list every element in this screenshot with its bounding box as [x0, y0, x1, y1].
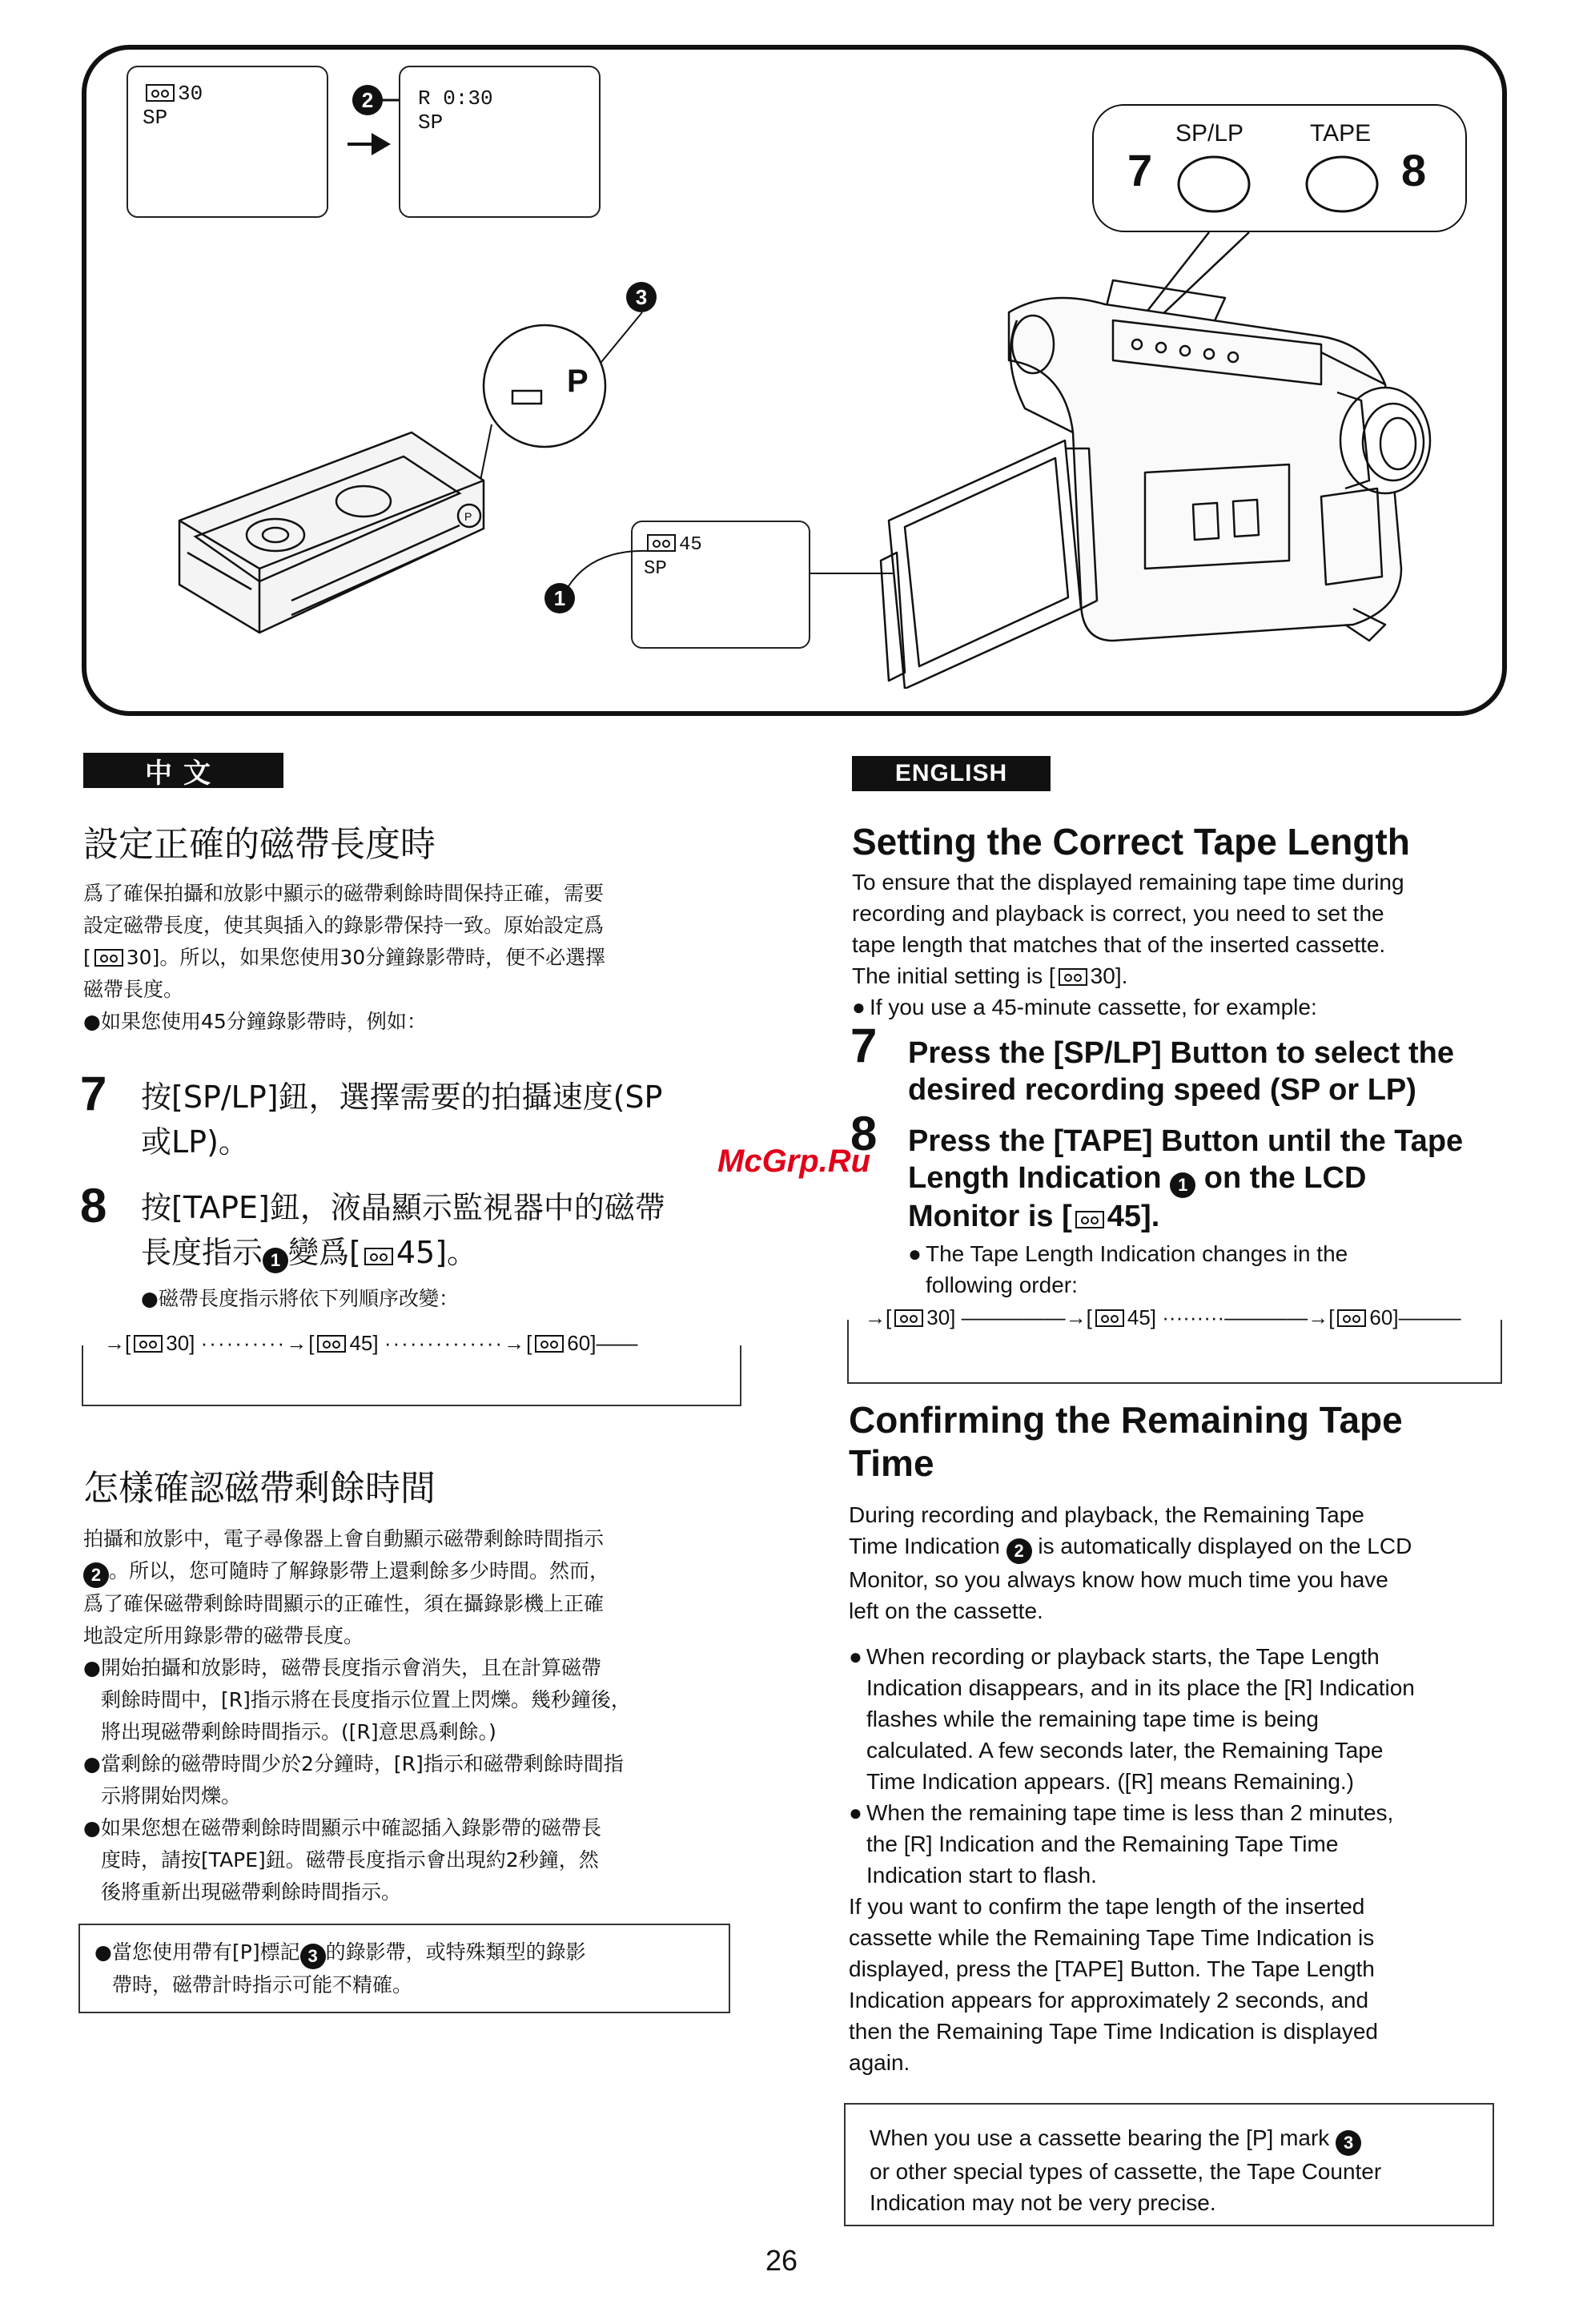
zh-tape-length-sequence: →[ 30] ··········→[ 45] ··············→[ 60]—— [82, 1345, 741, 1406]
callout-2-ref: 2 [83, 1562, 109, 1588]
zh-section2-title: 怎樣確認磁帶剩餘時間 [83, 1468, 436, 1509]
lcd-speed: SP [418, 111, 444, 135]
tape-icon [1075, 1211, 1104, 1228]
svg-text:P: P [464, 510, 472, 523]
lcd-display-45 [631, 521, 810, 649]
chinese-language-tab: 中文 [83, 753, 283, 788]
en-step-8-text: Press the [TAPE] Button until the Tape Length Indication 1 on the LCD Monitor is [ 45]. [908, 1124, 1464, 1233]
lcd-display-initial [127, 66, 328, 218]
zh-note-box: ● 當您使用帶有[P]標記 3 的錄影帶，或特殊類型的錄影 帶時，磁帶計時指示可能不精確。 [78, 1924, 730, 2013]
tape-icon [1059, 968, 1087, 986]
callout-1-ref: 1 [1170, 1172, 1195, 1198]
callout-2-ref: 2 [1006, 1538, 1032, 1564]
tape-icon [364, 1248, 393, 1265]
tape-icon [146, 84, 175, 102]
step-8-marker: 8 [1401, 145, 1427, 195]
zh-section1-title: 設定正確的磁帶長度時 [83, 824, 436, 865]
zh-section1-paragraph: 爲了確保拍攝和放影中顯示的磁帶剩餘時間保持正確，需要 設定磁帶長度，使其與插入的錄影帶保持一致。原始設定爲 [ 30]。所以，如果您使用30分鐘錄影帶時，便不必選擇 磁帶長度。 ● 如果您使用45分鐘錄影帶時，例如： [83, 882, 606, 1033]
zh-step-8-text: 按[TAPE]鈕，液晶顯示監視器中的磁帶 長度指示 1 變爲[ 45]。 [141, 1185, 749, 1275]
en-step-7-text: Press the [SP/LP] Button to select the desired recording speed (SP or LP) [908, 1036, 1454, 1107]
lcd-speed: SP [644, 558, 667, 580]
callout-1-leader [560, 541, 657, 597]
callout-3-ref: 3 [1336, 2130, 1361, 2156]
tape-button-label: TAPE [1310, 120, 1372, 147]
en-section2-title: Confirming the Remaining Tape Time [849, 1399, 1403, 1484]
en-tape-length-sequence: →[ 30] —————→[ 45] ·········————→[ 60]——— [847, 1320, 1502, 1384]
lcd-counter: R 0:30 [418, 86, 493, 111]
tape-icon [94, 949, 123, 967]
callout-3-ref: 3 [300, 1944, 326, 1969]
tape-icon [1095, 1309, 1124, 1327]
sp-lp-button-label: SP/LP [1175, 120, 1244, 147]
sp-lp-button-icon [1169, 149, 1265, 213]
lcd-counter: 30 [178, 82, 203, 106]
en-step-8-number: 8 [850, 1107, 878, 1160]
english-language-tab: ENGLISH [852, 756, 1051, 791]
p-mark-label: P [567, 364, 589, 399]
step-7-marker: 7 [1127, 145, 1153, 195]
en-section1-paragraph: To ensure that the displayed remaining tape time during recording and playback is correct, you need to set the tape length that matches that of the inserted cassette. The initial setting is [ 30]. ● If you use a 45-minute cassette, for example: [852, 870, 1404, 1019]
en-note-box: When you use a cassette bearing the [P] mark 3 or other special types of cassette, the Tape Counter Indication may not be very precise. [844, 2103, 1494, 2226]
en-section1-title: Setting the Correct Tape Length [852, 821, 1410, 862]
callout-3: 3 [626, 282, 657, 312]
cassette-drawing [171, 416, 508, 657]
en-step-7-number: 7 [850, 1019, 878, 1072]
page-number: 26 [765, 2244, 798, 2277]
lcd-counter: 45 [679, 534, 702, 556]
tape-button-icon [1297, 149, 1393, 213]
en-section2-paragraph: During recording and playback, the Remaining Tape Time Indication 2 is automatically displayed on the LCD Monitor, so you always know how much time you have left on the cassette. ● When recording or playback starts, the Tape Length Indication disappears, and in its place the [R] Indication flashes while the remaining tape time is being calculated. A few seconds later, the Remaining Tape Time Indication appears. ([R] means Remaining.) ● When the remaining tape time is less than 2 minutes, the [R] Indication and the Remaining Tape Time Indication start to flash. If you want to confirm the tape length of the inserted cassette while the Remaining Tape Time Indication is displayed, press the [TAPE] Button. The Tape Length Indication appears for approximately 2 seconds, and then the Remaining Tape Time Indication is displayed again. [849, 1502, 1415, 2075]
en-step-8-bullet: ● The Tape Length Indication changes in the following order: [908, 1241, 1348, 1297]
callout-1: 1 [544, 583, 575, 613]
zh-step-7-number: 7 [80, 1067, 107, 1120]
lcd-speed: SP [143, 106, 168, 130]
callout-1-ref: 1 [263, 1248, 288, 1273]
zh-step-7-text: 按[SP/LP]鈕，選擇需要的拍攝速度(SP 或LP)。 [141, 1080, 663, 1160]
camcorder-drawing [873, 224, 1465, 689]
lcd-display-remaining [399, 66, 601, 218]
tape-icon [317, 1335, 346, 1353]
tape-icon [535, 1335, 564, 1353]
zh-step-8-bullet: ● 磁帶長度指示將依下列順序改變： [141, 1287, 460, 1310]
callout-2: 2 [352, 85, 383, 115]
tape-icon [134, 1335, 163, 1353]
tape-icon [894, 1309, 923, 1327]
zh-step-8-number: 8 [80, 1179, 107, 1232]
tape-icon [1337, 1309, 1366, 1327]
zh-section2-paragraph: 拍攝和放影中，電子尋像器上會自動顯示磁帶剩餘時間指示 2 。所以，您可隨時了解錄影帶上還剩餘多少時間。然而， 爲了確保磁帶剩餘時間顯示的正確性，須在攝錄影機上正確 地設定所用錄影帶的磁帶長度。 ● 開始拍攝和放影時，磁帶長度指示會消失，且在計算磁帶 剩餘時間中，[R]指示將在長度指示位置上閃爍。幾秒鐘後， 將出現磁帶剩餘時間指示。([R]意思爲剩餘。) ● 當剩餘的磁帶時間少於2分鐘時，[R]指示和磁帶剩餘時間指 示將開始閃爍。 ● 如果您想在磁帶剩餘時間顯示中確認插入錄影帶的磁帶長 度時，請按[TAPE]鈕。磁帶長度指示會出現約2秒鐘，然 後將重新出現磁帶剩餘時間指示。 [83, 1527, 631, 1904]
watermark-text: McGrp.Ru [717, 1144, 871, 1179]
